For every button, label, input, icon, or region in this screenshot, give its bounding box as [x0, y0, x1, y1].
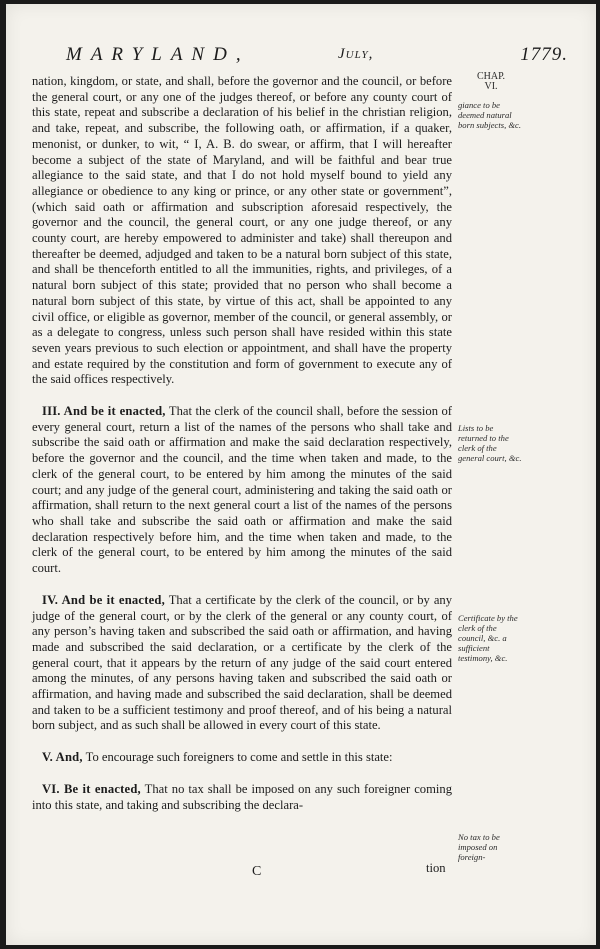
header-title: MARYLAND, [66, 44, 250, 65]
margin-note-tax: No tax to be imposed on foreign- [458, 832, 500, 862]
running-header [66, 44, 576, 70]
margin-note-naturalization: giance to be deemed natural born subjects, &c. [458, 100, 522, 130]
margin-note-lists: Lists to be returned to the clerk of the general court, &c. [458, 423, 522, 463]
section-6-text: That no tax shall be imposed on any such foreigner coming into this state, and taking and subscribing the declara- [32, 781, 452, 812]
section-3-text: That the clerk of the council shall, before the session of every general court, return a list of the names of the persons who shall take and subscribe the said oath or affirmation and make the said declaration respectively, before the governor and the council, and the time when taken and made, to the clerk of the general court, to be entered by him among the minutes of the said court; and any judge of the general court, administering and taking the said oath or affirmation, shall return to the next general court a list of the names of the persons who shall take and subscribe the said oath or affirmation and make the said declaration respectively before him, and the time when taken and made, to the clerk of the general court, to be entered by him among the minutes of the said court. [32, 404, 452, 576]
section-4-text: That a certificate by the clerk of the council, or by any judge of the general court, or by the clerk of the general or any county court, of any person’s having taken and subscribed the said oath or affirmation, and having made and subscribed the said declaration, or a certificate by the clerk of the general court, that it appears by the return of any judge of the said court entered among the minutes, of any persons having taken and subscribed the said oath or affirmation, and having made and subscribed the said declaration, shall be deemed and taken to be a sufficient testimony and proof thereof, and of his being a natural born subject, and as such shall be allowed in every court of this state. [32, 592, 452, 733]
header-month: July, [338, 46, 374, 62]
header-year: 1779. [520, 44, 568, 65]
chapter-marker [458, 72, 524, 92]
section-5-lead: V. And, [42, 750, 83, 765]
section-5-text: To encourage such foreigners to come and settle in this state: [82, 750, 393, 765]
section-6-lead: VI. Be it enacted, [42, 781, 141, 796]
section-3-lead: III. And be it enacted, [42, 404, 166, 419]
margin-note-certificate: Certificate by the clerk of the council, &c. a sufficient testimony, &c. [458, 613, 518, 663]
document-page [6, 4, 596, 945]
catchword: tion [426, 861, 446, 875]
signature-mark: C [252, 864, 262, 879]
paragraph-section-6 [32, 782, 452, 813]
body-text [32, 74, 452, 813]
paragraph-continuation: nation, kingdom, or state, and shall, before the governor and the council, or before the general court, or any one of the judges thereof, or before any county court of this state, repeat and subscribe a declaration of his belief in the christian religion, and take, repeat, and subscribe, the following oath, or affirmation, if a quaker, menonist, or dunker, to wit, “ I, A. B. do swear, or affirm, that I will hereafter become a subject of the state of Maryland, and will be faithful and bear true allegiance to the said state, and that I do not hold myself bound to yield any allegiance or obedience to any king or prince, or any other state or government”, (which said oath or affirmation and subscription aforesaid respectively, the governor and the council, the general court, or any one judge thereof, or any county court, are hereby empowered to administer and take) shall thereupon and thereafter be deemed, adjudged and taken to be a natural born subject of this state, and shall be thenceforth entitled to all the immunities, rights, and privileges, of a natural born subject of this state; provided that no person who shall become a natural born subject of this state, by virtue of this act, shall be appointed to any civil office, or eligible as governor, member of the council, or general assembly, or as a delegate to congress, unless such person shall have resided within this state seven years previous to such election or appointment, and shall have the property and estate required by the constitution and form of government to execute any of the said offices respectively. [32, 74, 452, 387]
chapter-number: VI. [484, 81, 498, 92]
chapter-label: CHAP. [476, 71, 506, 82]
paragraph-section-3 [32, 404, 452, 577]
section-4-lead: IV. And be it enacted, [42, 592, 165, 607]
paragraph-section-5 [32, 750, 452, 766]
paragraph-section-4 [32, 593, 452, 734]
